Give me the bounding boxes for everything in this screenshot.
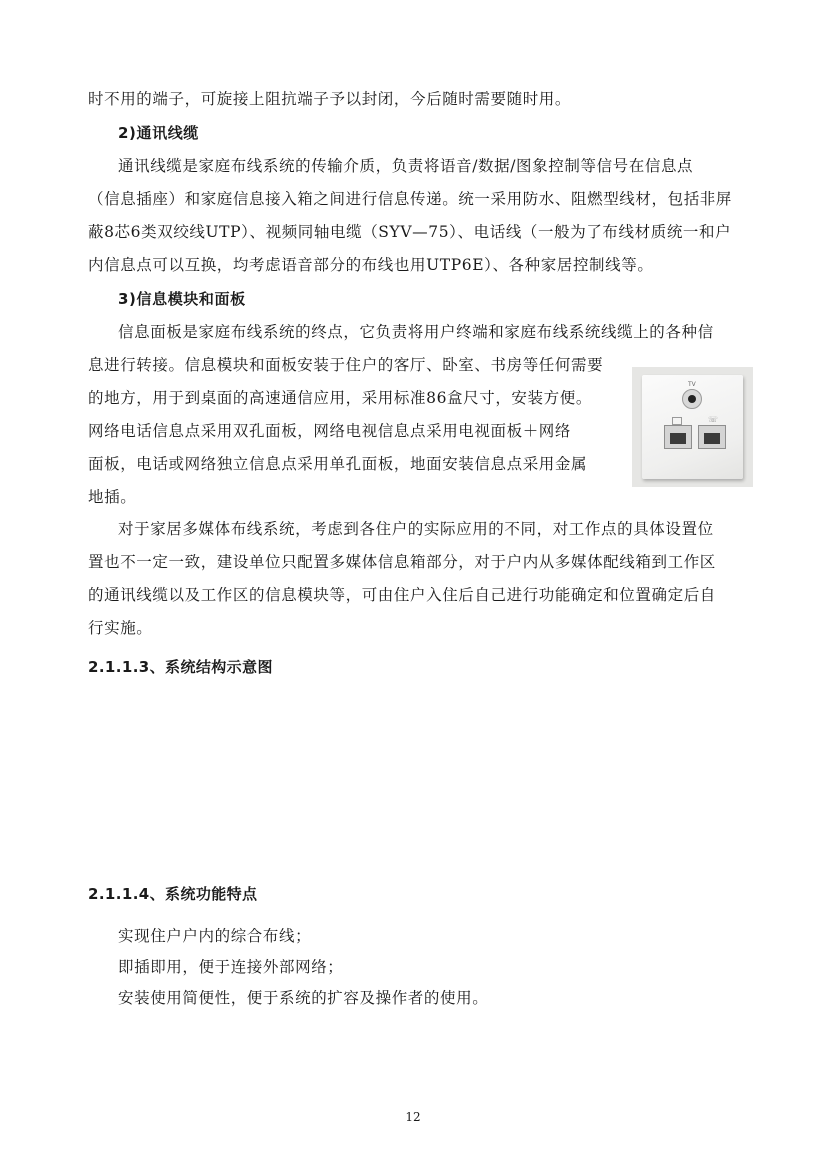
rj11-socket-icon	[698, 425, 726, 449]
wall-plate	[642, 375, 743, 479]
subheading-cables: 2)通讯线缆	[118, 124, 199, 142]
feature-item: 实现住户户内的综合布线；	[118, 927, 312, 945]
coax-socket-icon	[682, 389, 702, 409]
page-number: 12	[405, 1110, 421, 1124]
tv-label: TV	[688, 381, 696, 388]
feature-item: 安装使用简便性，便于系统的扩容及操作者的使用。	[118, 989, 489, 1007]
paragraph-line: 的通讯线缆以及工作区的信息模块等，可由住户入住后自己进行功能确定和位置确定后自	[88, 586, 716, 604]
rj45-socket-icon	[664, 425, 692, 449]
paragraph-line: 网络电话信息点采用双孔面板，网络电视信息点采用电视面板＋网络	[88, 422, 572, 440]
section-heading-structure: 2.1.1.3、系统结构示意图	[88, 658, 273, 676]
paragraph-line: 置也不一定一致，建设单位只配置多媒体信息箱部分，对于户内从多媒体配线箱到工作区	[88, 553, 716, 571]
paragraph-line: 内信息点可以互换，均考虑语音部分的布线也用UTP6E）、各种家居控制线等。	[88, 256, 654, 274]
paragraph-line: 面板，电话或网络独立信息点采用单孔面板，地面安装信息点采用金属	[88, 455, 588, 473]
feature-item: 即插即用，便于连接外部网络；	[118, 958, 344, 976]
paragraph-line: 的地方，用于到桌面的高速通信应用，采用标准86盒尺寸，安装方便。	[88, 389, 592, 407]
paragraph-line: 时不用的端子，可旋接上阻抗端子予以封闭，今后随时需要随时用。	[88, 90, 572, 108]
section-heading-features: 2.1.1.4、系统功能特点	[88, 885, 258, 903]
paragraph-line: 行实施。	[88, 619, 153, 637]
info-panel-photo	[632, 367, 753, 487]
paragraph-line: （信息插座）和家庭信息接入箱之间进行信息传递。统一采用防水、阻燃型线材，包括非屏	[88, 190, 733, 208]
paragraph-line: 蔽8芯6类双绞线UTP）、视频同轴电缆（SYV—75）、电话线（一般为了布线材质统一和户	[88, 223, 732, 241]
network-symbol-icon	[672, 417, 682, 425]
paragraph-line: 信息面板是家庭布线系统的终点，它负责将用户终端和家庭布线系统线缆上的各种信	[118, 323, 714, 341]
paragraph-line: 地插。	[88, 488, 137, 506]
subheading-modules-panels: 3)信息模块和面板	[118, 290, 246, 308]
paragraph-line: 通讯线缆是家庭布线系统的传输介质，负责将语音/数据/图象控制等信号在信息点	[118, 157, 694, 175]
paragraph-line: 息进行转接。信息模块和面板安装于住户的客厅、卧室、书房等任何需要	[88, 356, 604, 374]
paragraph-line: 对于家居多媒体布线系统，考虑到各住户的实际应用的不同，对工作点的具体设置位	[118, 520, 714, 538]
phone-symbol-icon: ☏	[708, 415, 719, 424]
